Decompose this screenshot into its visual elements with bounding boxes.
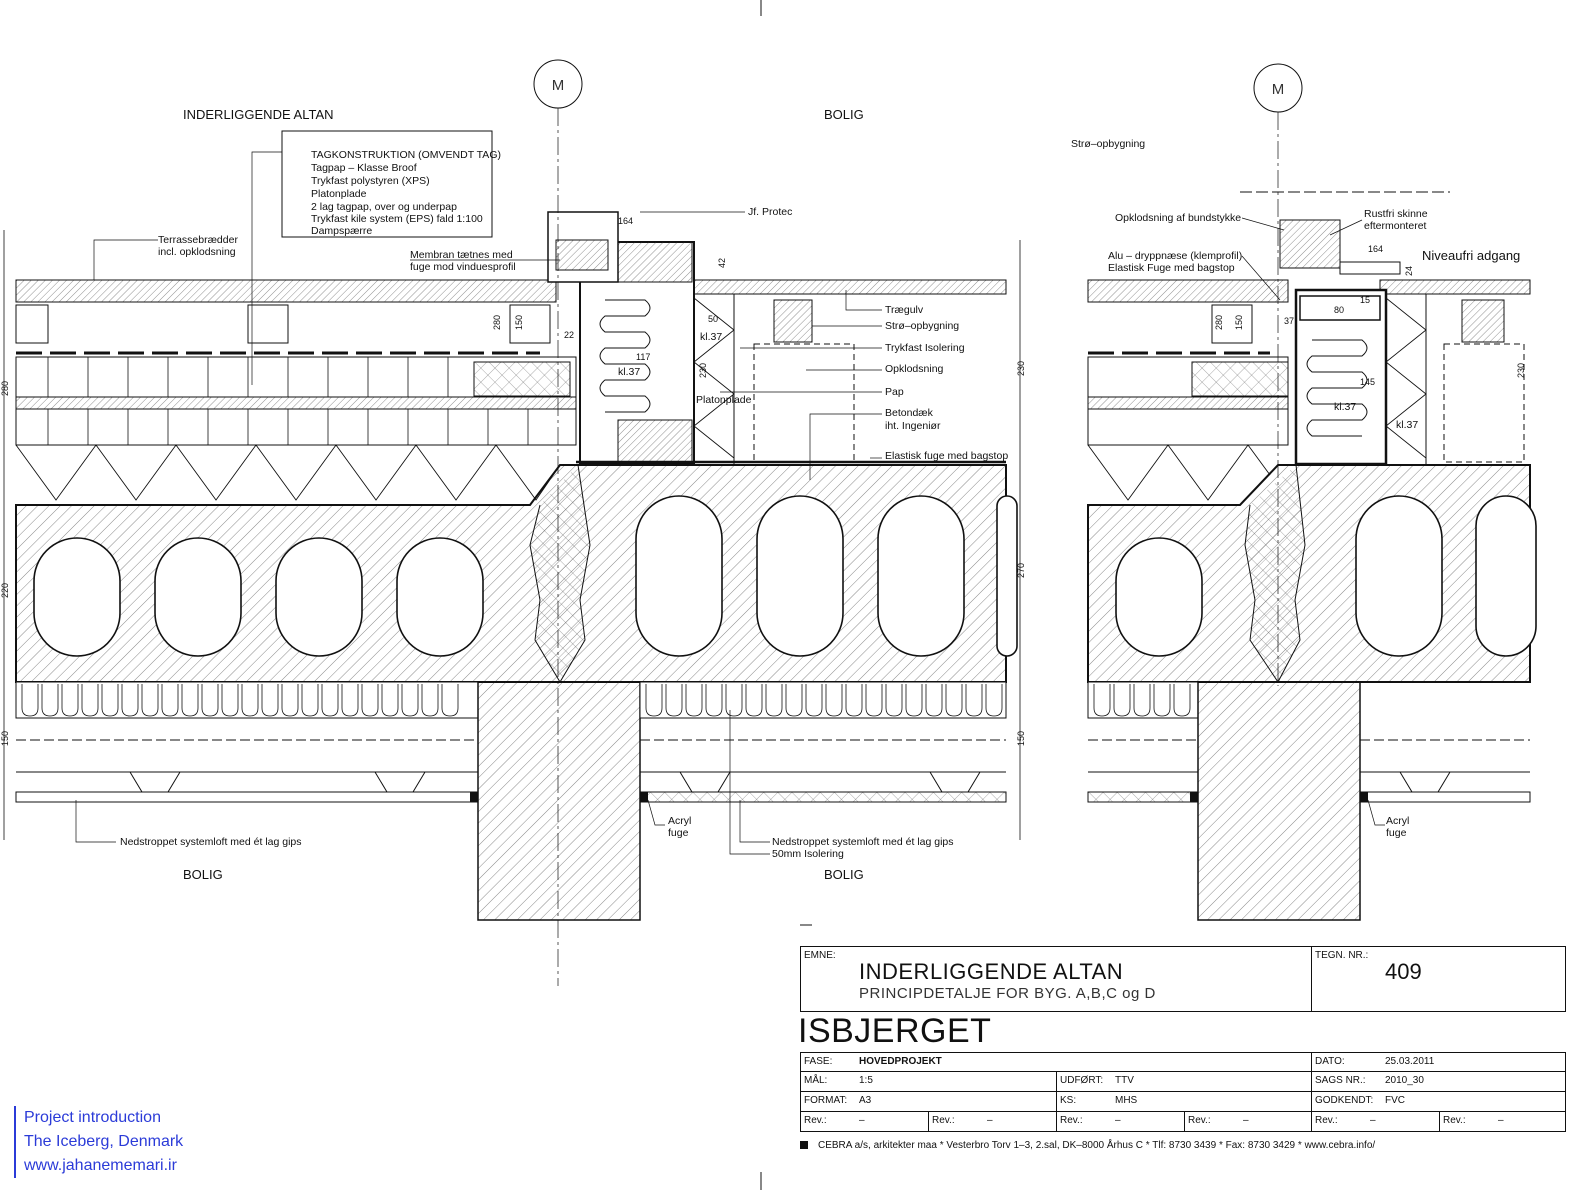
rev-value: –: [1243, 1115, 1249, 1126]
dim-value: 24: [1404, 265, 1414, 276]
dim-value: 37: [1284, 316, 1295, 326]
dim-value: 220: [0, 582, 10, 598]
dim-value: 117: [636, 352, 651, 362]
project-intro: [14, 1106, 183, 1178]
rev-key: Rev.:: [804, 1115, 827, 1126]
rev-value: –: [1498, 1115, 1504, 1126]
label-terrace: Terrassebrædder: [158, 234, 238, 246]
dim-value: 164: [618, 216, 634, 226]
emne-key: EMNE:: [804, 950, 836, 961]
label-right-detail: Alu – dryppnæse (klemprofil): [1108, 250, 1243, 262]
roof-note-line: Platonplade: [311, 188, 367, 200]
dim-value: 230: [1516, 362, 1526, 378]
dim-value: 270: [1016, 562, 1026, 578]
rev-value: –: [987, 1115, 993, 1126]
label-stroe-opbygning: Strø–opbygning: [1071, 138, 1146, 150]
udfoert-key: UDFØRT:: [1060, 1075, 1104, 1086]
ks-key: KS:: [1060, 1095, 1077, 1106]
roof-note-line: Tagpap – Klasse Broof: [311, 162, 417, 174]
dim-value: 80: [1334, 305, 1345, 315]
dim-value: 150: [0, 730, 10, 746]
udfoert-value: TTV: [1115, 1075, 1134, 1086]
label-acryl: fuge: [1386, 827, 1407, 839]
heading-bolig-bottom-mid: BOLIG: [824, 867, 864, 882]
dim-value: 280: [492, 314, 502, 330]
footer: [800, 1140, 1580, 1151]
label-acryl: fuge: [668, 827, 689, 839]
format-key: FORMAT:: [804, 1095, 848, 1106]
axis-marker-right: M: [1271, 81, 1285, 98]
sags-value: 2010_30: [1385, 1075, 1424, 1086]
format-value: A3: [859, 1095, 872, 1106]
fase-value: HOVEDPROJEKT: [859, 1056, 942, 1067]
concrete-wall-left: [478, 682, 640, 920]
intro-line: The Iceberg, Denmark: [24, 1133, 184, 1150]
heading-inderliggende-altan: INDERLIGGENDE ALTAN: [183, 107, 334, 122]
label-layer: iht. Ingeniør: [885, 420, 941, 432]
dim-value: 50: [708, 314, 719, 324]
label-acryl: Acryl: [1386, 815, 1410, 827]
rev-key: Rev.:: [1060, 1115, 1083, 1126]
maal-key: MÅL:: [804, 1075, 828, 1086]
label-kl37: kl.37: [700, 331, 723, 343]
roof-note-line: Trykfast kile system (EPS) fald 1:100: [311, 213, 483, 225]
maal-value: 1:5: [859, 1075, 873, 1086]
project-name: ISBJERGET: [798, 1012, 992, 1050]
intro-link[interactable]: www.jahanememari.ir: [24, 1157, 177, 1174]
label-ceiling-left: Nedstroppet systemloft med ét lag gips: [120, 836, 302, 848]
title-block-top: [800, 946, 1566, 1012]
dim-value: 150: [1016, 730, 1026, 746]
roof-note-line: Trykfast polystyren (XPS): [311, 175, 430, 187]
dato-value: 25.03.2011: [1385, 1056, 1435, 1067]
dim-value: 230: [1016, 360, 1026, 376]
label-ceiling-mid: 50mm Isolering: [772, 848, 844, 860]
heading-bolig-bottom-left: BOLIG: [183, 867, 223, 882]
bullet-square-icon: [800, 1141, 808, 1149]
roof-note-line: 2 lag tagpap, over og underpap: [311, 201, 457, 213]
rev-value: –: [1370, 1115, 1376, 1126]
roof-note-line: TAGKONSTRUKTION (OMVENDT TAG): [311, 149, 501, 161]
dim-value: 280: [0, 380, 10, 396]
rev-key: Rev.:: [1315, 1115, 1338, 1126]
rev-key: Rev.:: [1443, 1115, 1466, 1126]
label-right-detail: eftermonteret: [1364, 220, 1427, 232]
label-platonplade: Platonplade: [696, 394, 752, 406]
label-right-detail: Elastisk Fuge med bagstop: [1108, 262, 1235, 274]
label-kl37: kl.37: [618, 366, 641, 378]
label-protec: Jf. Protec: [748, 206, 793, 218]
dim-value: 230: [698, 362, 708, 378]
label-layer: Elastisk fuge med bagstop: [885, 450, 1009, 462]
dato-key: DATO:: [1315, 1056, 1345, 1067]
tegn-nr-key: TEGN. NR.:: [1315, 950, 1369, 961]
dim-value: 164: [1368, 244, 1384, 254]
dim-value: 280: [1214, 314, 1224, 330]
label-layer: Betondæk: [885, 407, 933, 419]
label-acryl: Acryl: [668, 815, 692, 827]
label-layer: Opklodsning: [885, 363, 944, 375]
dim-value: 22: [564, 330, 575, 340]
label-terrace: incl. opklodsning: [158, 246, 236, 258]
fase-key: FASE:: [804, 1056, 833, 1067]
rev-key: Rev.:: [1188, 1115, 1211, 1126]
heading-bolig-top: BOLIG: [824, 107, 864, 122]
rev-key: Rev.:: [932, 1115, 955, 1126]
concrete-wall-right: [1198, 682, 1360, 920]
label-right-detail: Rustfri skinne: [1364, 208, 1428, 220]
intro-line: Project introduction: [24, 1109, 161, 1126]
label-kl37: kl.37: [1396, 419, 1419, 431]
rev-value: –: [859, 1115, 865, 1126]
sags-key: SAGS NR.:: [1315, 1075, 1366, 1086]
dim-value: 150: [514, 314, 524, 330]
drawing-title: INDERLIGGENDE ALTAN: [859, 959, 1124, 984]
label-membrane: fuge mod vinduesprofil: [410, 261, 516, 273]
dim-value: 42: [717, 257, 727, 268]
label-kl37: kl.37: [1334, 401, 1357, 413]
deck-boards: [16, 280, 556, 302]
godkendt-value: FVC: [1385, 1095, 1405, 1106]
label-niveaufri-adgang: Niveaufri adgang: [1422, 248, 1521, 263]
drawing-number: 409: [1385, 959, 1422, 984]
footer-address: CEBRA a/s, arkitekter maa * Vesterbro Torv 1–3, 2.sal, DK–8000 Århus C * Tlf: 8730 3439 * Fax: 8730 3429 * www.cebra.info/: [818, 1140, 1376, 1151]
drawing-subtitle: PRINCIPDETALJE FOR BYG. A,B,C og D: [859, 985, 1156, 1002]
dim-value: 150: [1234, 314, 1244, 330]
dim-value: 145: [1360, 377, 1376, 387]
roof-note-line: Dampspærre: [311, 225, 373, 237]
label-ceiling-mid: Nedstroppet systemloft med ét lag gips: [772, 836, 954, 848]
ks-value: MHS: [1115, 1095, 1138, 1106]
axis-marker-left: M: [551, 77, 565, 94]
label-membrane: Membran tætnes med: [410, 249, 513, 261]
label-layer: Trægulv: [885, 304, 924, 316]
rev-value: –: [1115, 1115, 1121, 1126]
label-layer: Pap: [885, 386, 904, 398]
label-layer: Strø–opbygning: [885, 320, 960, 332]
label-right-detail: Opklodsning af bundstykke: [1115, 212, 1242, 224]
label-layer: Trykfast Isolering: [885, 342, 965, 354]
godkendt-key: GODKENDT:: [1315, 1095, 1374, 1106]
dim-value: 15: [1360, 295, 1371, 305]
